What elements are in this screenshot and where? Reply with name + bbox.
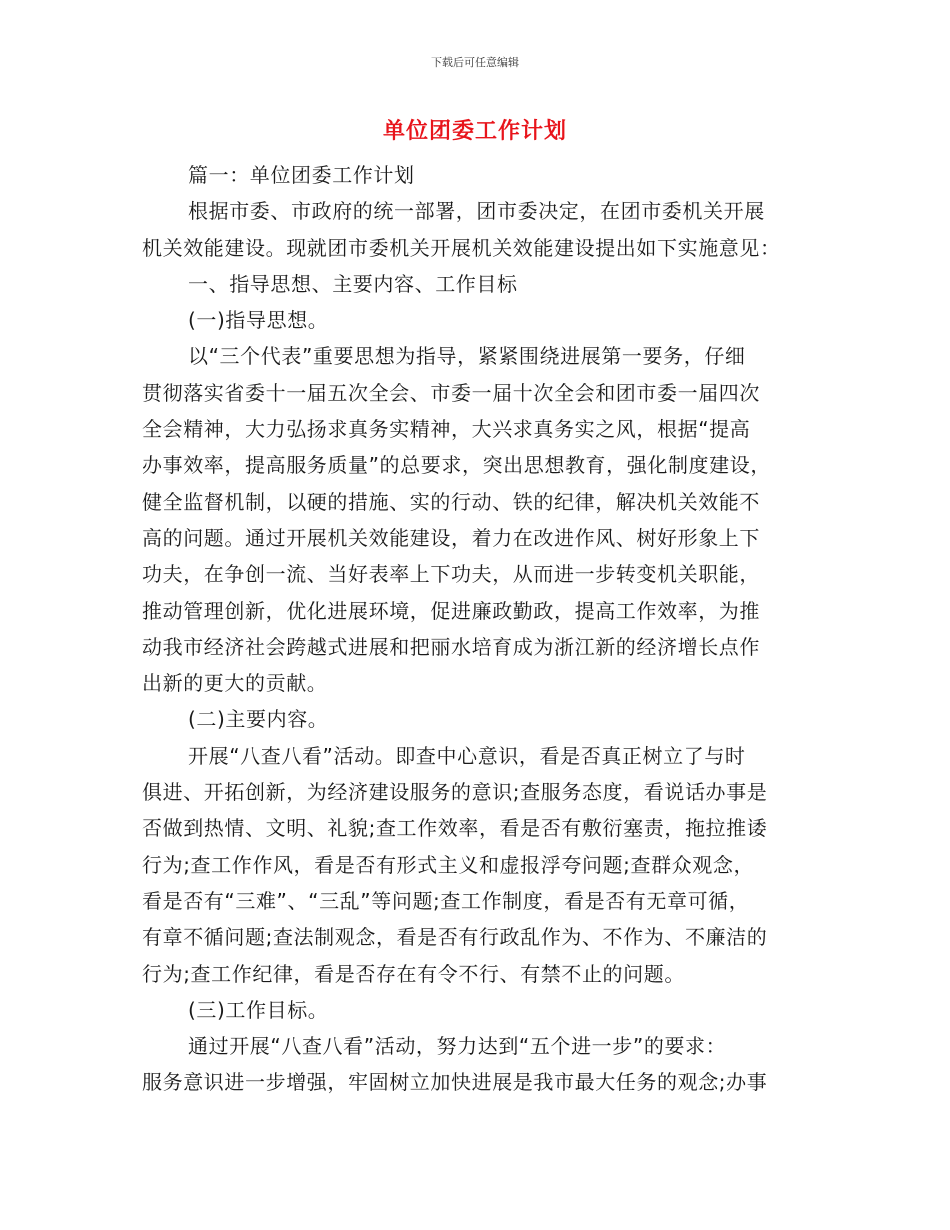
document-title: 单位团委工作计划 [382, 119, 567, 144]
body-line: 以“三个代表”重要思想为指导，紧紧围绕进展第一要务，仔细 [188, 344, 746, 369]
body-line: 看是否有“三难”、“三乱”等问题;查工作制度，看是否有无章可循， [142, 888, 750, 913]
body-line: (一)指导思想。 [188, 308, 329, 333]
body-line: 全会精神，大力弘扬求真务实精神，大兴求真务实之风，根据“提高 [142, 417, 751, 442]
body-line: 篇一：单位团委工作计划 [188, 163, 415, 187]
body-line: (二)主要内容。 [188, 707, 329, 732]
body-line: 健全监督机制，以硬的措施、实的行动、铁的纪律，解决机关效能不 [142, 489, 760, 514]
body-line: (三)工作目标。 [188, 997, 329, 1022]
document-body [142, 157, 814, 1101]
body-line: 否做到热情、文明、礼貌;查工作效率，看是否有敷衍塞责，拖拉推诿 [142, 816, 768, 841]
body-line: 办事效率，提高服务质量”的总要求，突出思想教育，强化制度建设， [142, 453, 771, 478]
body-line: 服务意识进一步增强，牢固树立加快进展是我市最大任务的观念;办事 [142, 1070, 768, 1095]
body-line: 机关效能建设。现就团市委机关开展机关效能建设提出如下实施意见： [142, 235, 781, 260]
body-line: 根据市委、市政府的统一部署，团市委决定，在团市委机关开展 [188, 199, 765, 224]
body-line: 推动管理创新，优化进展环境，促进廉政勤政，提高工作效率，为推 [142, 598, 760, 623]
header-note: 下载后可任意编辑 [431, 56, 519, 69]
body-line: 有章不循问题;查法制观念，看是否有行政乱作为、不作为、不廉洁的 [142, 925, 768, 950]
body-line: 动我市经济社会跨越式进展和把丽水培育成为浙江新的经济增长点作 [142, 634, 760, 659]
body-line: 功夫，在争创一流、当好表率上下功夫，从而进一步转变机关职能， [142, 562, 760, 587]
body-line: 通过开展“八查八看”活动，努力达到“五个进一步”的要求： [188, 1034, 727, 1059]
body-line: 俱进、开拓创新，为经济建设服务的意识;查服务态度，看说话办事是 [142, 780, 768, 805]
body-line: 开展“八查八看”活动。即查中心意识，看是否真正树立了与时 [188, 743, 746, 768]
body-line: 一、指导思想、主要内容、工作目标 [188, 271, 518, 296]
body-line: 高的问题。通过开展机关效能建设，着力在改进作风、树好形象上下 [142, 525, 760, 550]
body-line: 行为;查工作作风，看是否有形式主义和虚报浮夸问题;查群众观念， [142, 852, 755, 877]
body-line: 行为;查工作纪律，看是否存在有令不行、有禁不止的问题。 [142, 961, 685, 986]
body-line: 出新的更大的贡献。 [142, 671, 328, 696]
body-line: 贯彻落实省委十一届五次全会、市委一届十次全会和团市委一届四次 [142, 380, 760, 405]
